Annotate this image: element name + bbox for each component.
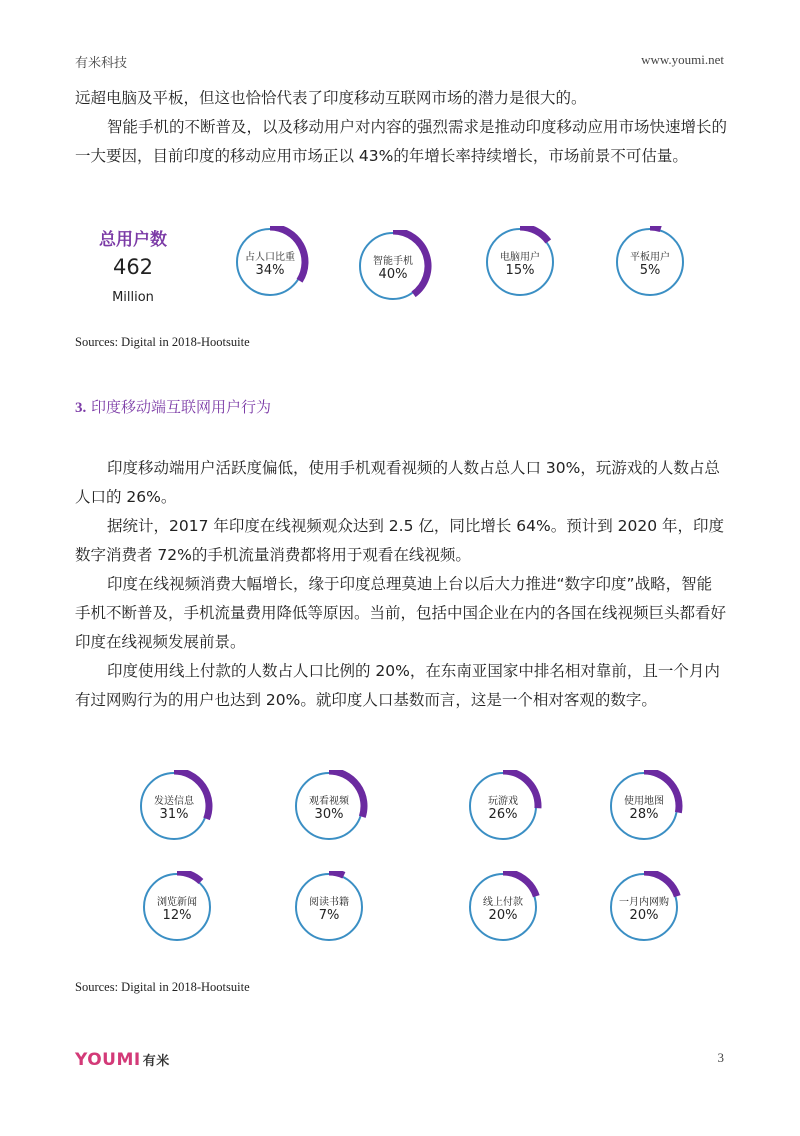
donut-value: 40% [378, 267, 408, 282]
donut-value: 31% [159, 807, 189, 822]
donut-arc [520, 227, 548, 241]
donut-label: 智能手机 [373, 256, 413, 267]
donut-behavior-5 [293, 871, 377, 955]
donut-label: 浏览新闻 [157, 897, 197, 908]
paragraph-2: 智能手机的不断普及，以及移动用户对内容的强烈需求是推动印度移动应用市场快速增长的一大要因，目前印度的移动应用市场正以 43%的年增长率持续增长，市场前景不可估量。 [75, 118, 728, 165]
section-title: 印度移动端互联网用户行为 [91, 398, 272, 416]
section-number: 3. [75, 400, 87, 416]
donut-value: 7% [318, 908, 340, 923]
donut-behavior-0 [138, 770, 222, 854]
donut-label: 使用地图 [624, 796, 664, 807]
donut-label: 占人口比重 [245, 252, 295, 263]
donut-value: 20% [629, 908, 659, 923]
donut-arc [650, 227, 661, 229]
source-citation-1: Sources: Digital in 2018-Hootsuite [75, 335, 250, 349]
donut-arc [177, 872, 201, 881]
donut-value: 12% [162, 908, 192, 923]
donut-behavior-4 [141, 871, 225, 955]
donut-value: 34% [255, 263, 285, 278]
source-citation-2: Sources: Digital in 2018-Hootsuite [75, 980, 250, 994]
youmi-logo [75, 1050, 170, 1070]
paragraph-5: 印度在线视频消费大幅增长，缘于印度总理莫迪上台以后大力推进“数字印度”战略，智能手机不断普及，手机流量费用降低等原因。当前，包括中国企业在内的各国在线视频巨头都看好印度在线视频发展前景。 [75, 575, 727, 651]
donut-users-2 [484, 226, 568, 310]
total-users-unit: Million [112, 290, 154, 305]
donut-value: 26% [488, 807, 518, 822]
paragraph-4: 据统计，2017 年印度在线视频观众达到 2.5 亿，同比增长 64%。预计到 2020 年，印度数字消费者 72%的手机流量消费都将用于观看在线视频。 [75, 517, 725, 564]
donut-users-3 [614, 226, 698, 310]
logo-cn: 有米 [142, 1054, 170, 1069]
total-users-value: 462 [112, 255, 154, 279]
donut-label: 观看视频 [309, 796, 349, 807]
donut-users-1 [357, 230, 441, 314]
donut-value: 28% [629, 807, 659, 822]
paragraph-3: 印度移动端用户活跃度偏低，使用手机观看视频的人数占总人口 30%，玩游戏的人数占总人口的 26%。 [75, 459, 720, 506]
donut-value: 30% [314, 807, 344, 822]
donut-label: 发送信息 [154, 796, 194, 807]
page-number: 3 [717, 1050, 724, 1065]
donut-arc [329, 872, 344, 875]
donut-value: 5% [639, 263, 661, 278]
donut-label: 平板用户 [630, 252, 670, 263]
header-company: 有米科技 [75, 56, 128, 71]
donut-behavior-1 [293, 770, 377, 854]
header-url[interactable]: www.youmi.net [641, 52, 724, 67]
donut-behavior-7 [608, 871, 692, 955]
donut-label: 阅读书籍 [309, 897, 349, 908]
donut-label: 电脑用户 [500, 252, 540, 263]
donut-behavior-3 [608, 770, 692, 854]
donut-label: 玩游戏 [488, 796, 518, 807]
section-heading [75, 396, 271, 417]
donut-users-0 [234, 226, 318, 310]
donut-value: 20% [488, 908, 518, 923]
donut-value: 15% [505, 263, 535, 278]
logo-brand: YOUMI [75, 1050, 141, 1070]
donut-behavior-2 [467, 770, 551, 854]
donut-behavior-6 [467, 871, 551, 955]
paragraph-1: 远超电脑及平板，但这也恰恰代表了印度移动互联网市场的潜力是很大的。 [75, 89, 587, 107]
donut-label: 一月内网购 [619, 897, 669, 908]
paragraph-6: 印度使用线上付款的人数占人口比例的 20%，在东南亚国家中排名相对靠前，且一个月内有过网购行为的用户也达到 20%。就印度人口基数而言，这是一个相对客观的数字。 [75, 662, 720, 709]
donut-label: 线上付款 [483, 897, 523, 908]
total-users-label: 总用户数 [99, 230, 167, 250]
